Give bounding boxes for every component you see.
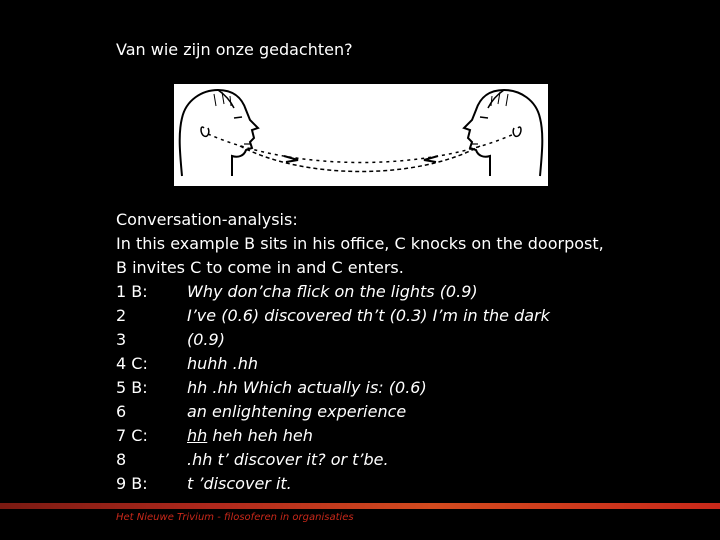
line-utterance: hh .hh Which actually is: (0.6) <box>187 378 427 397</box>
line-utterance: Why don’cha flick on the lights (0.9) <box>187 282 478 301</box>
transcript-line <box>116 424 550 448</box>
line-utterance: an enlightening experience <box>187 402 407 421</box>
line-speaker: 3 <box>116 330 127 349</box>
transcript-line <box>116 328 550 352</box>
transcript-line <box>116 472 550 496</box>
transcript-line <box>116 376 550 400</box>
footer-accent-bar <box>0 503 720 509</box>
line-speaker: 7 C: <box>116 426 148 445</box>
line-speaker: 2 <box>116 306 127 325</box>
transcript-line <box>116 448 550 472</box>
line-utterance: (0.9) <box>187 330 225 349</box>
line-utterance: .hh t’ discover it? or t’be. <box>187 450 389 469</box>
transcript-line <box>116 400 550 424</box>
intro-text <box>116 208 696 280</box>
line-utterance: t ’discover it. <box>187 474 292 493</box>
transcript-line <box>116 352 550 376</box>
intro-line: B invites C to come in and C enters. <box>116 258 404 277</box>
line-utterance: huhh .hh <box>187 354 259 373</box>
line-speaker: 9 B: <box>116 474 148 493</box>
underlined-utterance: hh <box>187 426 208 445</box>
two-heads-conversation-illustration <box>174 84 548 186</box>
left-head-figure <box>180 90 258 176</box>
transcript-line <box>116 280 550 304</box>
transcript-line <box>116 304 550 328</box>
communication-arcs <box>208 134 514 172</box>
line-utterance: I’ve (0.6) discovered th’t (0.3) I’m in the dark <box>187 306 550 325</box>
utterance-rest: heh heh heh <box>207 426 313 445</box>
right-head-figure <box>464 90 542 176</box>
line-speaker: 5 B: <box>116 378 148 397</box>
intro-line: In this example B sits in his office, C knocks on the doorpost, <box>116 234 604 253</box>
conversation-transcript <box>116 280 550 496</box>
slide-title: Van wie zijn onze gedachten? <box>116 40 353 59</box>
line-speaker: 8 <box>116 450 127 469</box>
intro-line: Conversation-analysis: <box>116 210 298 229</box>
line-speaker: 1 B: <box>116 282 148 301</box>
footer-text: Het Nieuwe Trivium - filosoferen in organisaties <box>116 512 354 523</box>
line-utterance <box>187 424 313 448</box>
line-speaker: 6 <box>116 402 127 421</box>
line-speaker: 4 C: <box>116 354 148 373</box>
